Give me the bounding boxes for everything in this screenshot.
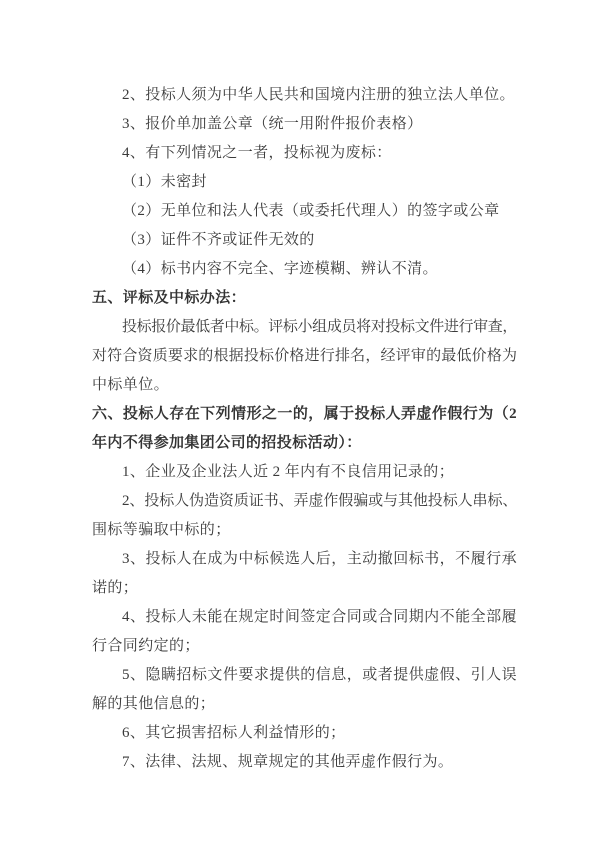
doc-line: 5、隐瞒招标文件要求提供的信息，或者提供虚假、引人误	[122, 667, 517, 683]
doc-line: （3）证件不齐或证件无效的	[122, 232, 315, 248]
doc-line: （1）未密封	[122, 174, 207, 190]
doc-line: （4）标书内容不完全、字迹模糊、辨认不清。	[122, 261, 438, 277]
doc-line: 中标单位。	[92, 377, 170, 393]
doc-line: 六、投标人存在下列情形之一的，属于投标人弄虚作假行为（2	[92, 406, 517, 422]
doc-line: 对符合资质要求的根据投标价格进行排名，经评审的最低价格为	[92, 348, 518, 364]
doc-line: 投标报价最低者中标。评标小组成员将对投标文件进行审查，	[122, 319, 517, 335]
doc-line: 1、企业及企业法人近 2 年内有不良信用记录的；	[122, 464, 455, 480]
doc-line: 3、投标人在成为中标候选人后，主动撤回标书，不履行承	[122, 551, 517, 567]
doc-line: 4、有下列情况之一者，投标视为废标：	[122, 145, 392, 161]
doc-line: 7、法律、法规、规章规定的其他弄虚作假行为。	[122, 754, 454, 770]
doc-line: 4、投标人未能在规定时间签定合同或合同期内不能全部履	[122, 609, 517, 625]
doc-line: 诺的；	[92, 580, 139, 596]
document-body	[92, 81, 517, 777]
doc-line: （2）无单位和法人代表（或委托代理人）的签字或公章	[122, 203, 500, 219]
doc-line: 解的其他信息的；	[92, 696, 216, 712]
doc-line: 6、其它损害招标人利益情形的；	[122, 725, 346, 741]
doc-line: 行合同约定的；	[92, 638, 200, 654]
doc-line: 围标等骗取中标的；	[92, 522, 231, 538]
doc-line: 年内不得参加集团公司的招投标活动）：	[92, 435, 362, 451]
doc-line: 3、报价单加盖公章（统一用附件报价表格）	[122, 116, 423, 132]
doc-line: 2、投标人须为中华人民共和国境内注册的独立法人单位。	[122, 87, 515, 103]
doc-line: 2、投标人伪造资质证书、弄虚作假骗或与其他投标人串标、	[122, 493, 518, 509]
doc-line: 五、评标及中标办法：	[92, 290, 247, 306]
